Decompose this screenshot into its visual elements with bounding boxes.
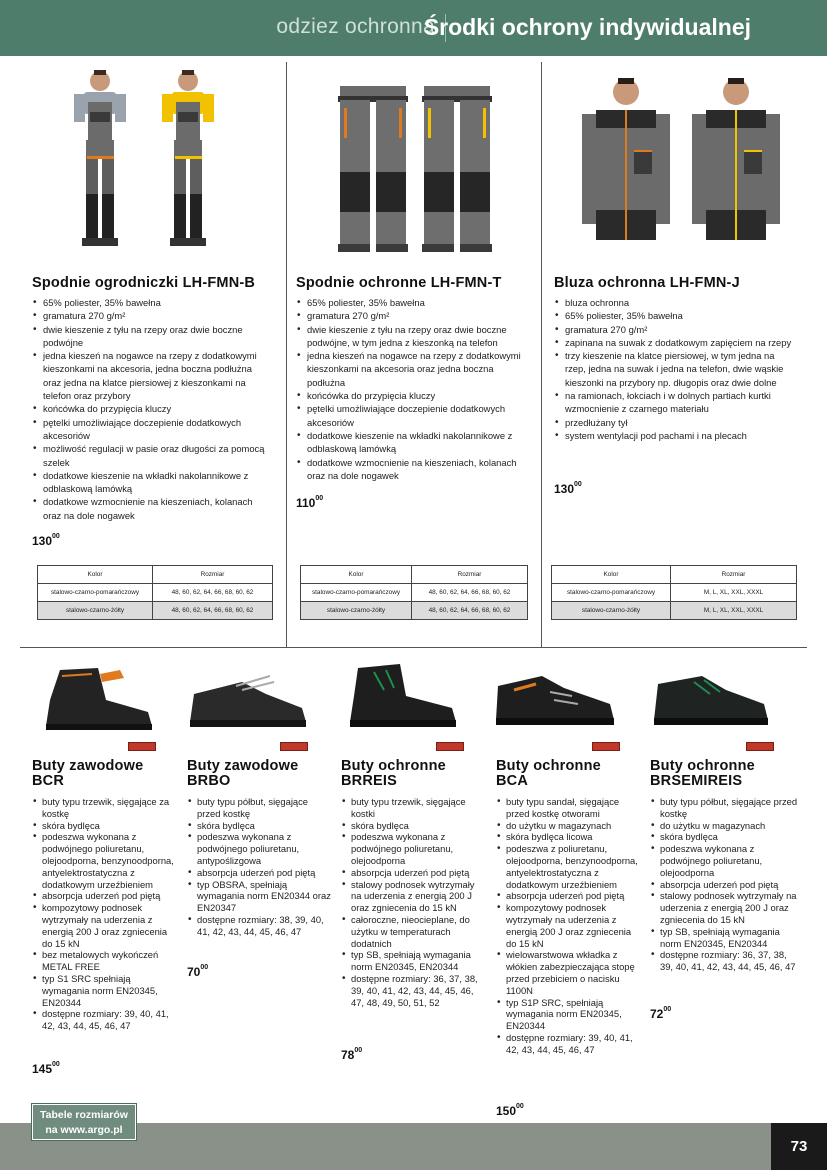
feature-item: • skóra bydlęca <box>32 820 178 832</box>
price-main: 145 <box>32 1062 53 1076</box>
trousers-image <box>330 72 500 256</box>
feature-list <box>554 296 794 442</box>
feature-item: • absorpcja uderzeń pod piętą <box>32 890 178 902</box>
table-header-size: Rozmiar <box>412 566 528 584</box>
feature-item: • absorpcja uderzeń pod piętą <box>187 867 333 879</box>
shoe-title-line1: Buty ochronne <box>341 758 446 774</box>
brand-logo <box>746 742 774 751</box>
table-header-size: Rozmiar <box>153 566 273 584</box>
header-category: odziez ochronna <box>276 15 435 38</box>
price-cents: 00 <box>315 495 324 502</box>
feature-item: • przedłużany tył <box>554 416 794 429</box>
table-cell: 48, 60, 62, 64, 66, 68, 60, 62 <box>412 584 528 602</box>
feature-item: • końcówka do przypięcia kluczy <box>296 389 528 402</box>
table-cell: stalowo-czarno-pomarańczowy <box>552 584 671 602</box>
column-divider <box>286 62 287 647</box>
feature-item: • jedna kieszeń na nogawce na rzepy z dodatkowymi kieszonkami na akcesoria oraz jedna boczna podłużna <box>296 349 528 389</box>
feature-item: • podeszwa wykonana z podwójnego poliuretanu, olejoodporna, benzynoodporna, antyelektrostatyczna z dodatkowym urzeźbieniem <box>32 831 178 890</box>
table-row <box>552 584 797 602</box>
feature-item: • dostępne rozmiary: 39, 40, 41, 42, 43, 44, 45, 46, 47 <box>496 1032 642 1056</box>
product-title: Spodnie ogrodniczki LH-FMN-B <box>32 275 256 291</box>
feature-item: • absorpcja uderzeń pod piętą <box>341 867 487 879</box>
feature-list <box>187 796 333 938</box>
feature-item: • końcówka do przypięcia kluczy <box>32 402 272 415</box>
table-row <box>301 602 528 620</box>
feature-item: • bez metalowych wykończeń METAL FREE <box>32 949 178 973</box>
shoe-bcr-image <box>40 660 160 740</box>
shoe-title <box>341 759 446 789</box>
feature-item: • typ S1 SRC spełniają wymagania norm EN20345, EN20344 <box>32 973 178 1008</box>
brand-logo <box>436 742 464 751</box>
feature-item: • bluza ochronna <box>554 296 794 309</box>
feature-list <box>650 796 802 973</box>
jacket-orange <box>582 78 670 240</box>
shoe-title <box>32 759 143 789</box>
table-cell: 48, 60, 62, 64, 66, 68, 60, 62 <box>412 602 528 620</box>
shoe-title-line2: BRREIS <box>341 773 397 789</box>
jacket-yellow <box>692 78 780 240</box>
feature-item: • dodatkowe wzmocnienie na kieszeniach, kolanach oraz na dole nogawek <box>296 456 528 483</box>
price <box>341 1048 362 1062</box>
feature-item: • stalowy podnosek wytrzymały na uderzenia z energią 200 J oraz zgniecenia do 15 kN <box>650 890 802 925</box>
section-divider <box>20 647 807 648</box>
table-cell: stalowo-czarno-żółty <box>38 602 153 620</box>
price-cents: 00 <box>516 1103 524 1110</box>
feature-item: • buty typu półbut, sięgające przed kostkę <box>187 796 333 820</box>
feature-item: • system wentylacji pod pachami i na plecach <box>554 429 794 442</box>
feature-item: • dostępne rozmiary: 36, 37, 38, 39, 40, 41, 42, 43, 44, 45, 46, 47 <box>650 949 802 973</box>
feature-item: • kompozytowy podnosek wytrzymały na uderzenia z energią 200 J oraz zgniecenia do 15 kN <box>496 902 642 949</box>
feature-item: • 65% poliester, 35% bawełna <box>296 296 528 309</box>
price-cents: 00 <box>52 533 60 540</box>
feature-list <box>496 796 642 1056</box>
price-cents: 00 <box>574 481 582 488</box>
shoe-title-line2: BCR <box>32 773 65 789</box>
table-cell: stalowo-czarno-pomarańczowy <box>301 584 412 602</box>
shoe-bca-image <box>492 662 620 740</box>
feature-item: • buty typu trzewik, sięgające kostki <box>341 796 487 820</box>
shoe-title-line1: Buty ochronne <box>496 758 601 774</box>
price <box>496 1104 524 1118</box>
table-cell: stalowo-czarno-żółty <box>552 602 671 620</box>
feature-item: • pętelki umożliwiające doczepienie dodatkowych akcesoriów <box>32 416 272 443</box>
table-header-size: Rozmiar <box>671 566 797 584</box>
feature-item: • na ramionach, łokciach i w dolnych partiach kurtki wzmocnienie z czarnego materiału <box>554 389 794 416</box>
jacket-image <box>578 70 788 256</box>
trousers-yellow <box>422 86 492 252</box>
feature-item: • jedna kieszeń na nogawce na rzepy z dodatkowymi kieszonkami na akcesoria, jedna boczna podłużna oraz jedna na klatce piersiowej z kieszonkami na telefon oraz przybory <box>32 349 272 402</box>
model-orange <box>74 70 126 246</box>
feature-item: • dwie kieszenie z tyłu na rzepy oraz dwie boczne podwójne <box>32 323 272 350</box>
table-row <box>552 602 797 620</box>
page-number: 73 <box>771 1123 827 1170</box>
feature-item: • typ S1P SRC, spełniają wymagania norm EN20345, EN20344 <box>496 997 642 1032</box>
shoe-title-line1: Buty zawodowe <box>187 758 299 774</box>
price <box>296 496 323 510</box>
table-header-color: Kolor <box>38 566 153 584</box>
shoe-title-line2: BRBO <box>187 773 231 789</box>
table-cell: M, L, XL, XXL, XXXL <box>671 602 797 620</box>
price <box>554 482 582 496</box>
size-tables-link[interactable] <box>32 1104 136 1140</box>
feature-item: • kompozytowy podnosek wytrzymały na uderzenia z energią 200 J oraz zgniecenia do 15 kN <box>32 902 178 949</box>
table-cell: 48, 60, 62, 64, 66, 68, 60, 62 <box>153 584 273 602</box>
price-cents: 00 <box>200 964 209 971</box>
table-header-color: Kolor <box>301 566 412 584</box>
shoe-title-line2: BCA <box>496 773 529 789</box>
feature-item: • absorpcja uderzeń pod piętą <box>650 879 802 891</box>
price-cents: 00 <box>354 1047 363 1054</box>
size-table <box>37 565 273 620</box>
table-cell: stalowo-czarno-żółty <box>301 602 412 620</box>
trousers-orange <box>338 86 408 252</box>
shoe-title <box>187 759 298 789</box>
feature-item: • całoroczne, nieocieplane, do użytku w temperaturach dodatnich <box>341 914 487 949</box>
price-main: 78 <box>341 1048 355 1062</box>
price-main: 130 <box>32 534 53 548</box>
feature-item: • podeszwa z poliuretanu, olejoodporna, benzynoodporna, antyelektrostatyczna z dodatkowym urzeźbieniem <box>496 843 642 890</box>
feature-item: • typ SB, spełniają wymagania norm EN20345, EN20344 <box>650 926 802 950</box>
feature-item: • dodatkowe wzmocnienie na kieszeniach, kolanach oraz na dole nogawek <box>32 495 272 522</box>
price <box>650 1007 671 1021</box>
model-yellow <box>162 70 214 246</box>
feature-item: • gramatura 270 g/m² <box>32 309 272 322</box>
feature-item: • skóra bydlęca <box>341 820 487 832</box>
feature-item: • 65% poliester, 35% bawełna <box>554 309 794 322</box>
size-table <box>551 565 797 620</box>
product-title: Spodnie ochronne LH-FMN-T <box>296 275 502 291</box>
feature-item: • do użytku w magazynach <box>650 820 802 832</box>
price-cents: 00 <box>52 1061 60 1068</box>
feature-item: • absorpcja uderzeń pod piętą <box>496 890 642 902</box>
table-cell: M, L, XL, XXL, XXXL <box>671 584 797 602</box>
feature-list <box>296 296 528 482</box>
bib-trousers-image <box>60 66 240 256</box>
feature-item: • stalowy podnosek wytrzymały na uderzenia z energią 200 J oraz zgniecenia do 15 kN <box>341 879 487 914</box>
feature-item: • gramatura 270 g/m² <box>296 309 528 322</box>
size-tables-line2: na www.argo.pl <box>45 1124 123 1136</box>
price-main: 70 <box>187 965 201 979</box>
feature-item: • skóra bydlęca <box>650 831 802 843</box>
feature-item: • podeszwa wykonana z podwójnego poliuretanu, antypoślizgowa <box>187 831 333 866</box>
size-table <box>300 565 528 620</box>
product-title: Bluza ochronna LH-FMN-J <box>554 275 740 291</box>
page-header <box>0 0 827 56</box>
table-row <box>38 584 273 602</box>
feature-item: • trzy kieszenie na klatce piersiowej, w tym jedna na rzep, jedna na suwak i jedna na telefon, dwie wąskie kieszonki na przybory np. długopis oraz dwie dolne <box>554 349 794 389</box>
price <box>32 534 60 548</box>
shoe-brreis-image <box>344 660 464 740</box>
feature-item: • typ OBSRA, spełniają wymagania norm EN20344 oraz EN20347 <box>187 879 333 914</box>
feature-item: • podeszwa wykonana z podwójnego poliuretanu, olejoodporna <box>341 831 487 866</box>
feature-item: • typ SB, spełniają wymagania norm EN20345, EN20344 <box>341 949 487 973</box>
feature-item: • do użytku w magazynach <box>496 820 642 832</box>
price <box>187 965 208 979</box>
feature-list <box>341 796 487 1008</box>
feature-item: • skóra bydlęca licowa <box>496 831 642 843</box>
feature-item: • dostępne rozmiary: 38, 39, 40, 41, 42, 43, 44, 45, 46, 47 <box>187 914 333 938</box>
table-row <box>301 584 528 602</box>
column-divider <box>541 62 542 647</box>
shoe-brsemireis-image <box>650 664 774 740</box>
feature-item: • dostępne rozmiary: 39, 40, 41, 42, 43, 44, 45, 46, 47 <box>32 1008 178 1032</box>
shoe-title-line1: Buty zawodowe <box>32 758 144 774</box>
feature-item: • 65% poliester, 35% bawełna <box>32 296 272 309</box>
table-cell: stalowo-czarno-pomarańczowy <box>38 584 153 602</box>
feature-item: • gramatura 270 g/m² <box>554 323 794 336</box>
shoe-title <box>496 759 601 789</box>
feature-list <box>32 796 178 1032</box>
price <box>32 1062 60 1076</box>
feature-item: • buty typu półbut, sięgające przed kostkę <box>650 796 802 820</box>
price-main: 72 <box>650 1007 664 1021</box>
feature-list <box>32 296 272 522</box>
feature-item: • podeszwa wykonana z podwójnego poliuretanu, olejoodporna <box>650 843 802 878</box>
brand-logo <box>592 742 620 751</box>
shoe-title-line2: BRSEMIREIS <box>650 773 743 789</box>
feature-item: • buty typu sandał, sięgające przed kostkę otworami <box>496 796 642 820</box>
feature-item: • możliwość regulacji w pasie oraz długości za pomocą szelek <box>32 442 272 469</box>
shoe-title-line1: Buty ochronne <box>650 758 755 774</box>
feature-item: • dodatkowe kieszenie na wkładki nakolannikowe z odblaskową lamówką <box>32 469 272 496</box>
table-cell: 48, 60, 62, 64, 66, 68, 60, 62 <box>153 602 273 620</box>
feature-item: • skóra bydlęca <box>187 820 333 832</box>
price-main: 110 <box>296 496 316 510</box>
price-main: 150 <box>496 1104 517 1118</box>
brand-logo <box>128 742 156 751</box>
feature-item: • buty typu trzewik, sięgające za kostkę <box>32 796 178 820</box>
feature-item: • zapinana na suwak z dodatkowym zapięciem na rzepy <box>554 336 794 349</box>
header-title: Środki ochrony indywidualnej <box>423 14 751 40</box>
feature-item: • dostępne rozmiary: 36, 37, 38, 39, 40, 41, 42, 43, 44, 45, 46, 47, 48, 49, 50, 51, 52 <box>341 973 487 1008</box>
feature-item: • pętelki umożliwiające doczepienie dodatkowych akcesoriów <box>296 402 528 429</box>
table-row <box>38 602 273 620</box>
price-cents: 00 <box>663 1006 672 1013</box>
shoe-title <box>650 759 755 789</box>
feature-item: • wielowarstwowa wkładka z włókien zabezpieczająca stopę przed przebiciem o nacisku 1100N <box>496 949 642 996</box>
shoe-brbo-image <box>186 664 310 740</box>
size-tables-line1: Tabele rozmiarów <box>40 1109 128 1121</box>
price-main: 130 <box>554 482 575 496</box>
feature-item: • dodatkowe kieszenie na wkładki nakolannikowe z odblaskową lamówką <box>296 429 528 456</box>
brand-logo <box>280 742 308 751</box>
feature-item: • dwie kieszenie z tyłu na rzepy oraz dwie boczne podwójne, w tym jedna z kieszonką na telefon <box>296 323 528 350</box>
table-header-color: Kolor <box>552 566 671 584</box>
